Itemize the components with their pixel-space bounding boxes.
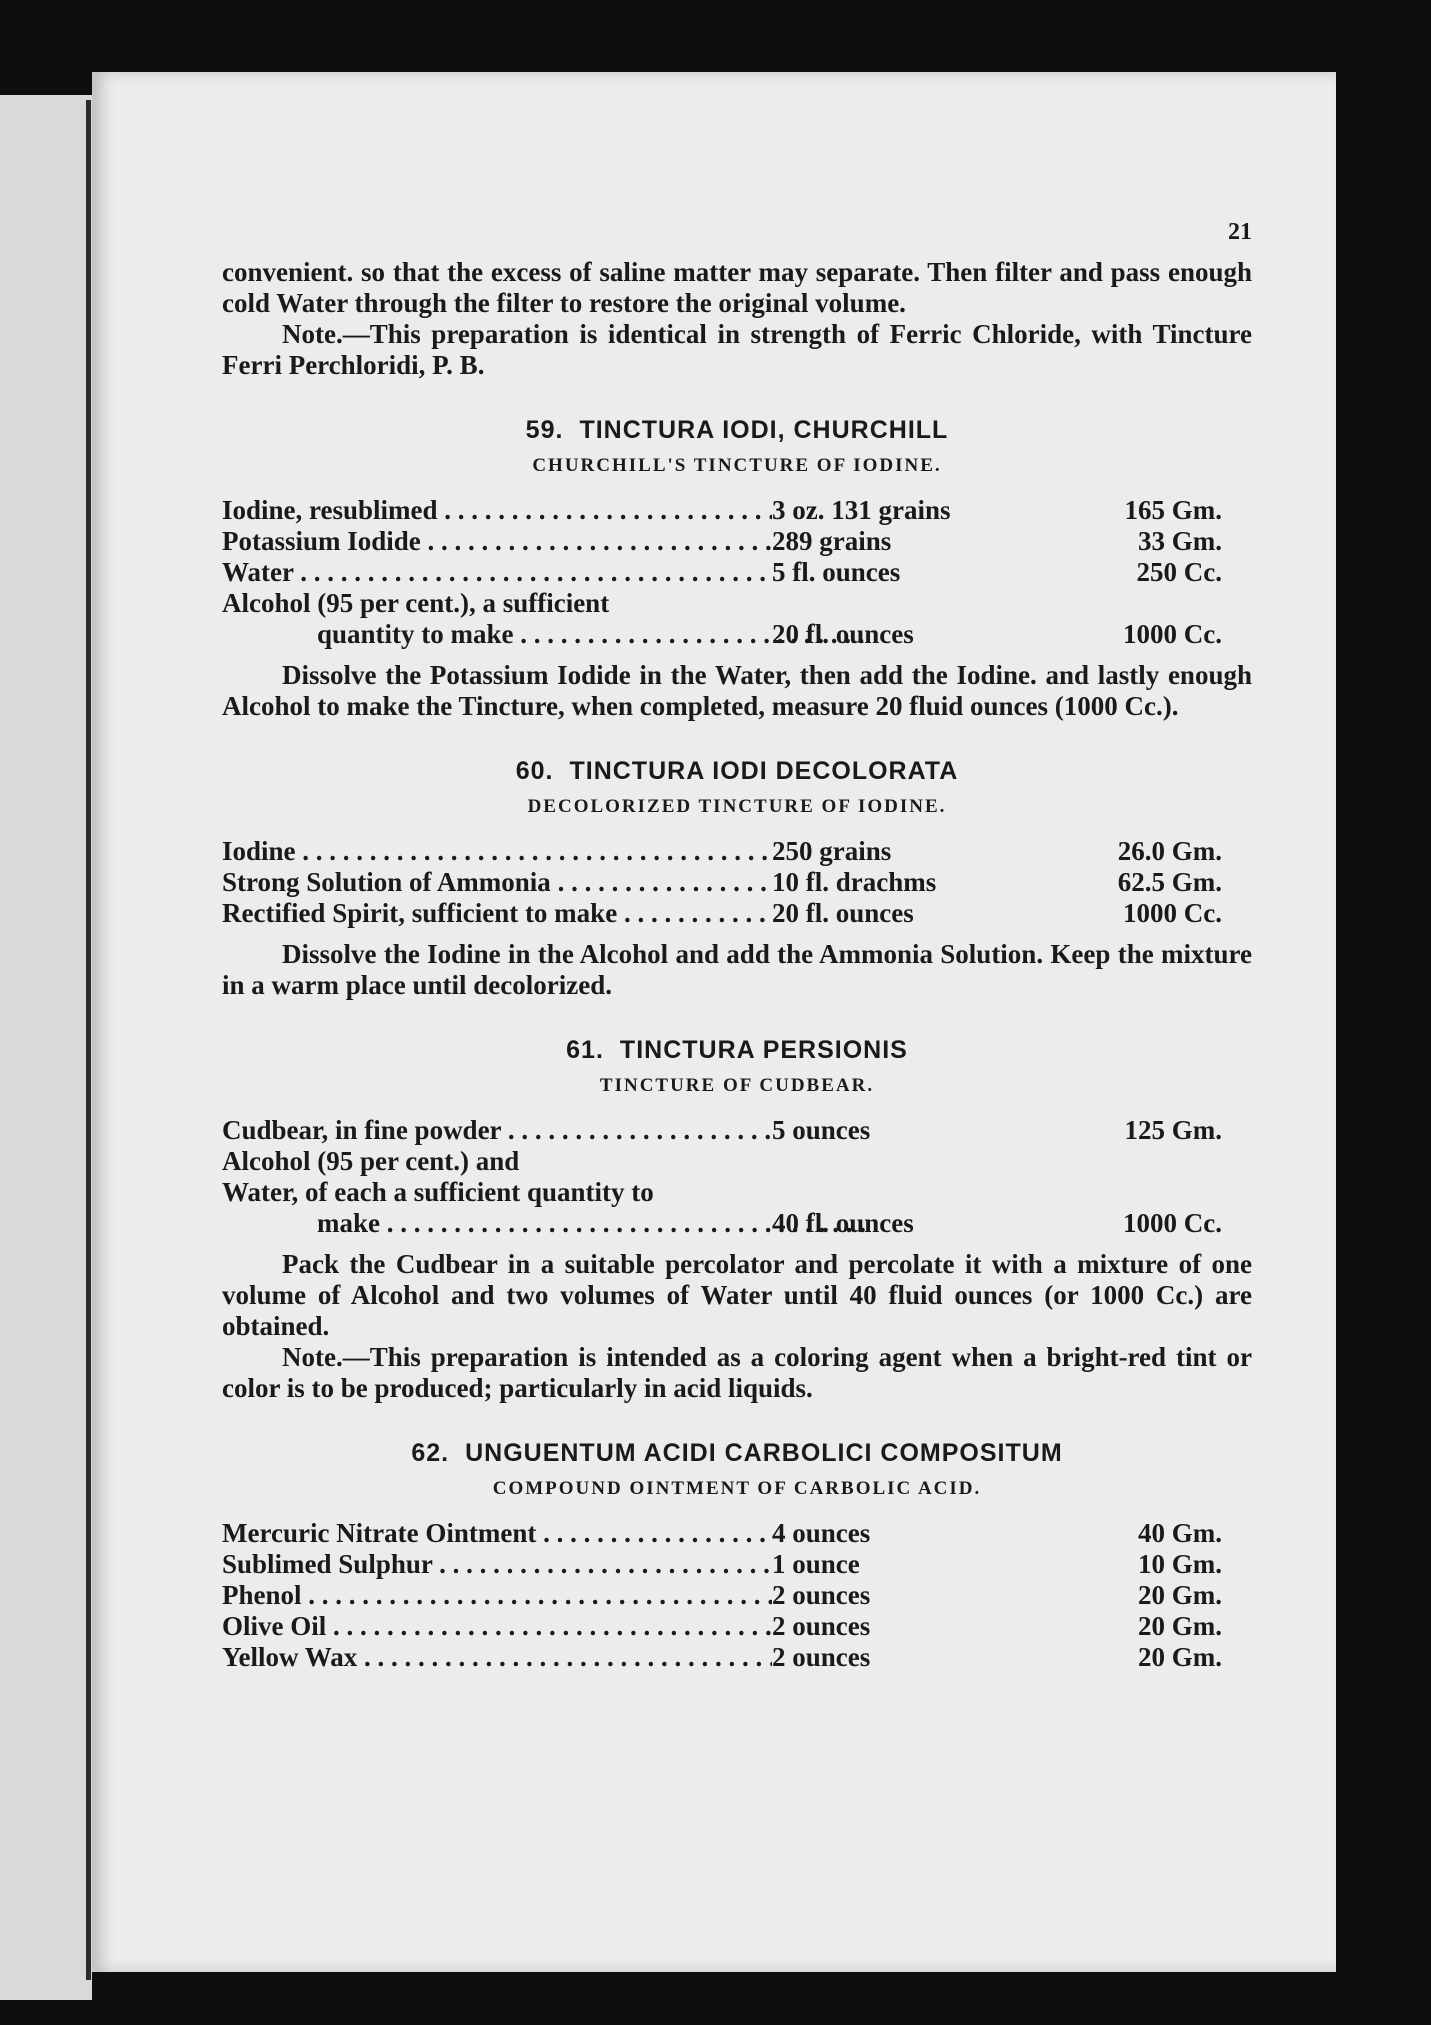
- ingredient-quantity: 20 fl. ounces: [772, 898, 914, 928]
- formula-row: [222, 526, 1252, 557]
- ingredient-name: Yellow Wax . . .: [222, 1642, 772, 1673]
- section-62-subtitle: COMPOUND OINTMENT OF CARBOLIC ACID.: [492, 1478, 982, 1499]
- ingredient-name-continued: make . . .: [222, 1208, 867, 1239]
- ingredient-name: Water . . .: [222, 557, 772, 588]
- ingredient-quantity: 5 fl. ounces: [772, 557, 901, 587]
- page-number: 21: [1228, 219, 1252, 245]
- ingredient-name: Iodine . . .: [222, 836, 772, 867]
- ingredient-name: Alcohol (95 per cent.), a sufficient: [222, 588, 610, 618]
- ingredient-metric: 62.5 Gm.: [1117, 867, 1222, 897]
- section-59-subtitle: CHURCHILL'S TINCTURE OF IODINE.: [532, 455, 942, 476]
- ingredient-quantity: 2 ounces: [772, 1642, 871, 1672]
- ingredient-metric: 33 Gm.: [1138, 526, 1222, 556]
- page-content: [222, 72, 1252, 1683]
- ingredient-quantity: 250 grains: [772, 836, 892, 866]
- formula-row: [222, 1611, 1252, 1642]
- ingredient-quantity: 3 oz. 131 grains: [772, 495, 951, 525]
- ingredient-metric: 20 Gm.: [1138, 1642, 1222, 1672]
- ingredient-name: Alcohol (95 per cent.) and: [222, 1146, 520, 1176]
- intro-note: Note.—This preparation is identical in strength of Ferric Chloride, with Tincture Ferri Perchloridi, P. B.: [222, 319, 1252, 380]
- ingredient-metric: 20 Gm.: [1138, 1611, 1222, 1641]
- ingredient-name: Potassium Iodide . . .: [222, 526, 772, 557]
- section-number: 60.: [515, 757, 554, 785]
- ingredient-name: Phenol . . .: [222, 1580, 772, 1611]
- ingredient-metric: 10 Gm.: [1138, 1549, 1222, 1579]
- ingredient-name-continued: quantity to make . . .: [222, 619, 867, 650]
- ingredient-name: Rectified Spirit, sufficient to make . . .: [222, 898, 772, 929]
- formula-row: [222, 1580, 1252, 1611]
- ingredient-metric: 125 Gm.: [1124, 1115, 1222, 1145]
- section-60-directions: Dissolve the Iodine in the Alcohol and add the Ammonia Solution. Keep the mixture in a warm place until decolorized.: [222, 939, 1252, 1000]
- ingredient-name: Sublimed Sulphur . . .: [222, 1549, 772, 1580]
- formula-row: [222, 1146, 1252, 1177]
- section-62-heading: [222, 1438, 1252, 1469]
- book-page: [92, 72, 1336, 1972]
- ingredient-name: Mercuric Nitrate Ointment . . .: [222, 1518, 772, 1549]
- section-number: 59.: [525, 416, 564, 444]
- section-number: 62.: [411, 1439, 450, 1467]
- section-59-formula: [222, 495, 1252, 650]
- ingredient-name: Water, of each a sufficient quantity to: [222, 1177, 654, 1207]
- ingredient-name: Strong Solution of Ammonia . . .: [222, 867, 772, 898]
- formula-row: [222, 1208, 1252, 1239]
- ingredient-quantity: 1 ounce: [772, 1549, 860, 1579]
- formula-row: [222, 619, 1252, 650]
- ingredient-quantity: 4 ounces: [772, 1518, 871, 1548]
- ingredient-metric: 250 Cc.: [1136, 557, 1222, 587]
- section-number: 61.: [566, 1036, 604, 1064]
- formula-row: [222, 836, 1252, 867]
- ingredient-name: Olive Oil . . .: [222, 1611, 772, 1642]
- ingredient-quantity: 40 fl. ounces: [772, 1208, 914, 1238]
- ingredient-metric: 40 Gm.: [1138, 1518, 1222, 1548]
- ingredient-metric: 20 Gm.: [1138, 1580, 1222, 1610]
- formula-row: [222, 1115, 1252, 1146]
- ingredient-quantity: 289 grains: [772, 526, 892, 556]
- formula-row: [222, 1642, 1252, 1673]
- ingredient-quantity: 5 ounces: [772, 1115, 871, 1145]
- ingredient-quantity: 2 ounces: [772, 1611, 871, 1641]
- formula-row: [222, 1549, 1252, 1580]
- formula-row: [222, 867, 1252, 898]
- ingredient-metric: 1000 Cc.: [1123, 1208, 1222, 1238]
- section-61-subtitle: TINCTURE OF CUDBEAR.: [599, 1075, 875, 1096]
- book-spine-shadow: [86, 100, 91, 1980]
- ingredient-quantity: 10 fl. drachms: [772, 867, 937, 897]
- ingredient-metric: 1000 Cc.: [1123, 898, 1222, 928]
- ingredient-metric: 26.0 Gm.: [1117, 836, 1222, 866]
- section-61-directions: Pack the Cudbear in a suitable percolator and percolate it with a mixture of one volume of Alcohol and two volumes of Water until 40 fluid ounces (or 1000 Cc.) are obtained.: [222, 1249, 1252, 1341]
- section-60-heading: [222, 756, 1252, 787]
- formula-row: [222, 1177, 1252, 1208]
- section-60-formula: [222, 836, 1252, 929]
- ingredient-name: Cudbear, in fine powder . . .: [222, 1115, 772, 1146]
- facing-page-edge: [0, 95, 92, 2000]
- section-59-heading: [222, 415, 1252, 446]
- intro-paragraph: convenient. so that the excess of saline matter may separate. Then filter and pass enough cold Water through the filter to restore the original volume.: [222, 257, 1252, 318]
- formula-row: [222, 495, 1252, 526]
- section-62-formula: [222, 1518, 1252, 1673]
- ingredient-quantity: 20 fl. ounces: [772, 619, 914, 649]
- formula-row: [222, 898, 1252, 929]
- section-60-subtitle: DECOLORIZED TINCTURE OF IODINE.: [527, 796, 947, 817]
- section-61-note: Note.—This preparation is intended as a coloring agent when a bright-red tint or color is to be produced; particularly in acid liquids.: [222, 1342, 1252, 1403]
- section-61-formula: [222, 1115, 1252, 1239]
- ingredient-metric: 165 Gm.: [1124, 495, 1222, 525]
- section-title: UNGUENTUM ACIDI CARBOLICI COMPOSITUM: [465, 1439, 1063, 1467]
- ingredient-name: Iodine, resublimed . . .: [222, 495, 772, 526]
- section-61-heading: [222, 1035, 1252, 1066]
- formula-row: [222, 1518, 1252, 1549]
- section-title: TINCTURA PERSIONIS: [619, 1036, 908, 1064]
- formula-row: [222, 588, 1252, 619]
- ingredient-metric: 1000 Cc.: [1123, 619, 1222, 649]
- ingredient-quantity: 2 ounces: [772, 1580, 871, 1610]
- section-59-directions: Dissolve the Potassium Iodide in the Water, then add the Iodine. and lastly enough Alcohol to make the Tincture, when completed, measure 20 fluid ounces (1000 Cc.).: [222, 660, 1252, 721]
- section-title: TINCTURA IODI DECOLORATA: [569, 757, 959, 785]
- formula-row: [222, 557, 1252, 588]
- section-title: TINCTURA IODI, CHURCHILL: [579, 416, 949, 444]
